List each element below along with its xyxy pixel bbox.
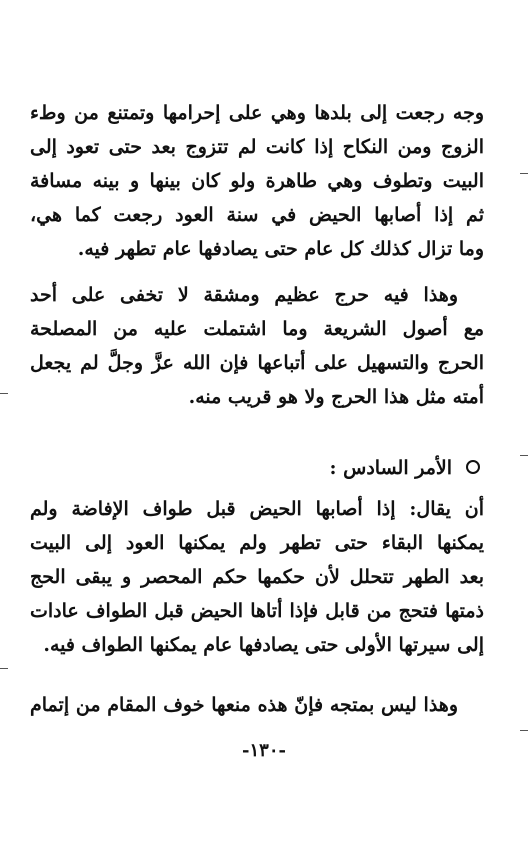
text-line: أمته مثل هذا الحرج ولا هو قريب منه. [188,386,484,408]
text-line: الزوج ومن النكاح إذا كانت لم تتزوج بعد حتى تعود إلى [30,136,484,158]
text-line: مع أصول الشريعة وما اشتملت عليه من المصلحة [30,318,484,340]
text-line: يمكنها البقاء حتى تطهر ولم يمكنها العود إلى البيت [30,532,484,554]
margin-tick [520,455,528,456]
page-number: -١٣٠- [242,740,286,761]
text-line: وجه رجعت إلى بلدها وهي على إحرامها وتمتنع من وطء [30,102,484,124]
text-line: ذمتها فتحج من قابل فإذا أتاها الحيض قبل الطواف عادات [30,600,484,622]
paragraph-4 [30,688,484,722]
text-line: وهذا ليس بمتجه فإنّ هذه منعها خوف المقام من إتمام [30,694,458,716]
margin-tick [520,173,528,174]
text-line: أن يقال: إذا أصابها الحيض قبل طواف الإفاضة ولم [30,498,484,520]
margin-tick [0,668,8,669]
text-line: إلى سيرتها الأولى حتى يصادفها عام يمكنها الطواف فيه. [43,634,484,656]
text-line: وهذا فيه حرج عظيم ومشقة لا تخفى على أحد [30,284,458,306]
text-line: بعد الطهر تتحلل لأن حكمها حكم المحصر و يبقى الحج [30,566,484,588]
section-heading [330,451,480,485]
circle-bullet-icon [466,460,480,474]
text-line: وما تزال كذلك كل عام حتى يصادفها عام تطهر فيه. [77,238,484,260]
heading-text: الأمر السادس : [329,457,452,479]
text-line: البيت وتطوف وهي طاهرة ولو كان بينها و بينه مسافة [30,170,484,192]
paragraph-1 [30,96,484,266]
text-line: الحرج والتسهيل على أتباعها فإن الله عزَّ وجلَّ لم يجعل [30,352,484,374]
margin-tick [0,393,8,394]
margin-tick [520,730,528,731]
text-line: ثم إذا أصابها الحيض في سنة العود رجعت كما هي، [30,204,484,226]
paragraph-3 [30,492,484,662]
paragraph-2 [30,278,484,414]
